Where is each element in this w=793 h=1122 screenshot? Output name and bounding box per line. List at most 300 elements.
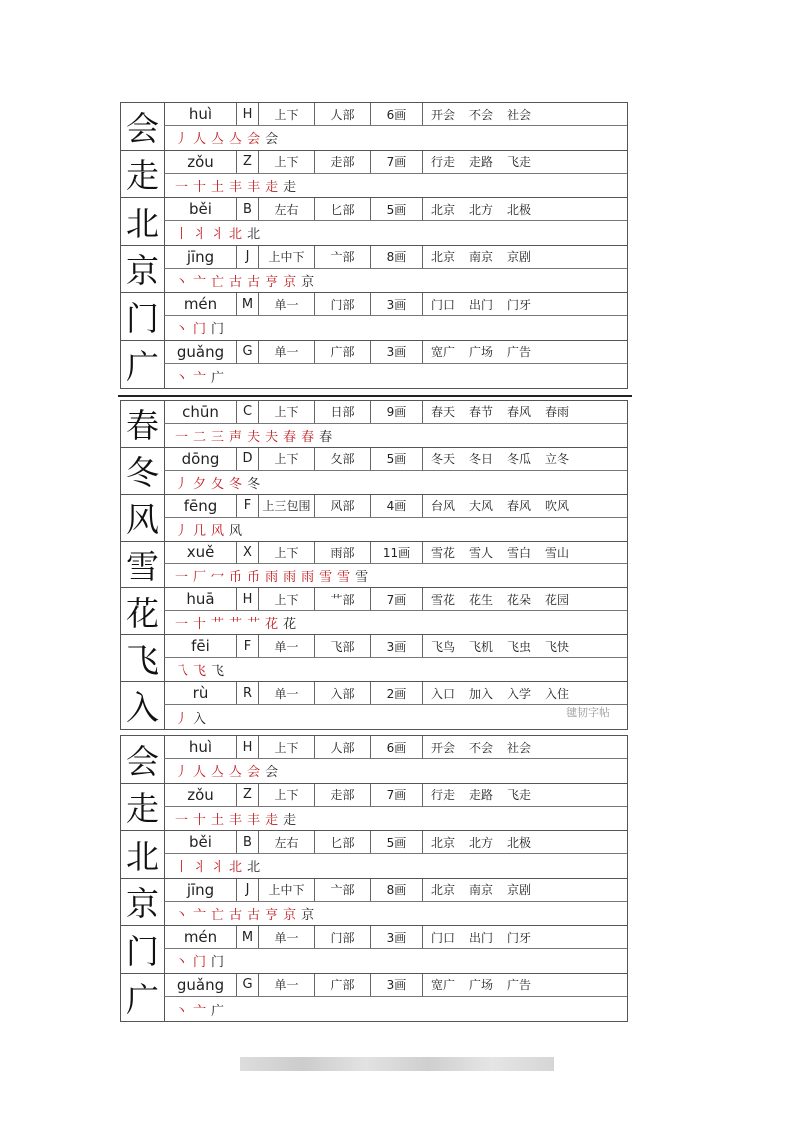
word-list — [423, 879, 627, 901]
structure: 上下 — [259, 588, 315, 610]
pinyin: huā — [165, 588, 237, 610]
character-info-row — [164, 879, 627, 902]
character-entry — [121, 682, 627, 729]
radical: 亠部 — [315, 246, 371, 268]
word: 出门 — [469, 930, 494, 945]
structure: 上下 — [259, 103, 315, 125]
stroke-step: 会 — [265, 132, 279, 148]
stroke-step: 北 — [247, 860, 261, 876]
word-list — [423, 448, 627, 470]
word: 飞机 — [469, 639, 494, 654]
stroke-step: 北 — [229, 227, 243, 243]
structure: 上下 — [259, 542, 315, 564]
pinyin: chūn — [165, 401, 237, 423]
stroke-order-row — [164, 759, 627, 782]
character-entry — [121, 974, 627, 1022]
word: 雪人 — [469, 545, 494, 560]
stroke-step: 乁 — [175, 664, 189, 680]
stroke-step: 丶 — [175, 907, 189, 923]
character-info-row — [164, 926, 627, 949]
word: 雪白 — [507, 545, 532, 560]
stroke-step: 飞 — [211, 664, 225, 680]
structure: 左右 — [259, 831, 315, 853]
stroke-step: 丶 — [175, 274, 189, 290]
pinyin: běi — [165, 198, 237, 220]
character-info-row — [164, 784, 627, 807]
stroke-step: 几 — [193, 523, 207, 539]
word: 飞快 — [545, 639, 570, 654]
word: 飞鸟 — [431, 639, 456, 654]
word-list — [423, 198, 627, 220]
character-info-row — [164, 588, 627, 611]
character-info-row — [164, 103, 627, 126]
large-character: 冬 — [126, 453, 159, 493]
large-character: 北 — [126, 203, 159, 243]
large-character: 风 — [126, 500, 159, 540]
word-list — [423, 682, 627, 704]
word: 行走 — [431, 155, 456, 170]
character-entry — [121, 831, 627, 879]
character-info-row — [164, 401, 627, 424]
radical: 门部 — [315, 926, 371, 948]
word: 不会 — [469, 740, 494, 755]
word: 花园 — [545, 592, 570, 607]
large-character: 京 — [126, 884, 159, 924]
radical: 人部 — [315, 103, 371, 125]
stroke-order-row — [164, 807, 627, 830]
initial-letter: D — [237, 448, 259, 470]
stroke-order-row — [164, 126, 627, 149]
stroke-order-row — [164, 221, 627, 244]
stroke-count: 7画 — [371, 784, 423, 806]
stroke-step: 丰 — [247, 812, 261, 828]
initial-letter: Z — [237, 151, 259, 173]
stroke-step: 丿 — [175, 523, 189, 539]
word: 门牙 — [507, 297, 532, 312]
stroke-step: 三 — [211, 429, 225, 445]
stroke-order-row — [164, 564, 627, 587]
large-character: 会 — [126, 108, 159, 148]
radical: 人部 — [315, 736, 371, 758]
character-entry — [121, 341, 627, 389]
word: 雪花 — [431, 592, 456, 607]
radical: 艹部 — [315, 588, 371, 610]
radical: 雨部 — [315, 542, 371, 564]
structure: 上中下 — [259, 246, 315, 268]
stroke-step: 亼 — [229, 765, 243, 781]
word: 走路 — [469, 788, 494, 803]
radical: 走部 — [315, 784, 371, 806]
initial-letter: B — [237, 198, 259, 220]
pinyin: guǎng — [165, 341, 237, 364]
stroke-order-row — [164, 949, 627, 972]
stroke-step: 丰 — [229, 179, 243, 195]
stroke-step: 丶 — [175, 370, 189, 386]
structure: 上下 — [259, 151, 315, 173]
stroke-step: 一 — [175, 570, 189, 586]
word: 南京 — [469, 883, 494, 898]
character-info-row — [164, 198, 627, 221]
large-character: 走 — [126, 789, 159, 829]
character-entry — [121, 926, 627, 974]
stroke-step: 亠 — [193, 370, 207, 386]
radical: 匕部 — [315, 831, 371, 853]
word-list — [423, 293, 627, 315]
word: 北极 — [507, 835, 532, 850]
watermark: 毽韧字帖 — [566, 706, 610, 719]
initial-letter: B — [237, 831, 259, 853]
stroke-count: 5画 — [371, 198, 423, 220]
word-list — [423, 151, 627, 173]
pinyin: rù — [165, 682, 237, 704]
stroke-step: 春 — [301, 429, 315, 445]
stroke-step: 春 — [319, 429, 333, 445]
initial-letter: J — [237, 879, 259, 901]
word-list — [423, 974, 627, 997]
word: 北方 — [469, 835, 494, 850]
stroke-step: 夕 — [193, 476, 207, 492]
stroke-step: 会 — [265, 765, 279, 781]
stroke-step: 丶 — [175, 322, 189, 338]
word-list — [423, 784, 627, 806]
structure: 单一 — [259, 635, 315, 657]
stroke-step: 雨 — [265, 570, 279, 586]
stroke-step: 夫 — [247, 429, 261, 445]
initial-letter: M — [237, 293, 259, 315]
word: 春风 — [507, 405, 532, 420]
word: 广告 — [507, 978, 532, 993]
stroke-step: 一 — [175, 617, 189, 633]
stroke-step: 人 — [193, 765, 207, 781]
stroke-step: 雪 — [337, 570, 351, 586]
stroke-step: 亠 — [193, 1003, 207, 1019]
radical: 广部 — [315, 341, 371, 364]
character-table-block-3 — [120, 735, 628, 1022]
structure: 上下 — [259, 448, 315, 470]
character-entry — [121, 879, 627, 927]
word: 北京 — [431, 202, 456, 217]
stroke-step: 丿 — [175, 765, 189, 781]
word: 入住 — [545, 686, 570, 701]
word-list — [423, 588, 627, 610]
stroke-step: 古 — [247, 274, 261, 290]
character-info-row — [164, 448, 627, 471]
structure: 上下 — [259, 401, 315, 423]
stroke-step: 丨 — [175, 227, 189, 243]
large-character: 门 — [126, 931, 159, 971]
large-character: 广 — [126, 979, 159, 1019]
stroke-order-row — [164, 424, 627, 447]
stroke-step: 丿 — [175, 711, 189, 727]
stroke-step: 冬 — [229, 476, 243, 492]
stroke-order-row — [164, 902, 627, 925]
word: 雪山 — [545, 545, 570, 560]
stroke-count: 8画 — [371, 246, 423, 268]
stroke-step: 一 — [175, 429, 189, 445]
stroke-count: 3画 — [371, 293, 423, 315]
pinyin: jīng — [165, 879, 237, 901]
stroke-step: 丿 — [175, 476, 189, 492]
character-info-row — [164, 341, 627, 365]
word: 春风 — [507, 499, 532, 514]
stroke-step: 土 — [211, 812, 225, 828]
stroke-order-row — [164, 611, 627, 634]
structure: 单一 — [259, 682, 315, 704]
pinyin: fēng — [165, 495, 237, 517]
stroke-step: 厂 — [193, 570, 207, 586]
character-entry — [121, 246, 627, 294]
stroke-step: 北 — [247, 227, 261, 243]
stroke-step: 花 — [283, 617, 297, 633]
stroke-step: 风 — [211, 523, 225, 539]
character-entry — [121, 293, 627, 341]
word: 社会 — [507, 107, 532, 122]
character-table-block-2 — [120, 400, 628, 730]
word: 飞虫 — [507, 639, 532, 654]
structure: 上下 — [259, 784, 315, 806]
stroke-step: 丰 — [229, 812, 243, 828]
word: 开会 — [431, 107, 456, 122]
pinyin: běi — [165, 831, 237, 853]
stroke-step: 门 — [193, 955, 207, 971]
stroke-order-row — [164, 997, 627, 1021]
word: 花朵 — [507, 592, 532, 607]
initial-letter: C — [237, 401, 259, 423]
word: 飞走 — [507, 155, 532, 170]
character-info-row — [164, 682, 627, 705]
structure: 单一 — [259, 341, 315, 364]
initial-letter: X — [237, 542, 259, 564]
stroke-count: 11画 — [371, 542, 423, 564]
character-entry — [121, 198, 627, 246]
stroke-step: 亼 — [211, 765, 225, 781]
word: 北方 — [469, 202, 494, 217]
word: 冬日 — [469, 452, 494, 467]
radical: 入部 — [315, 682, 371, 704]
radical: 亠部 — [315, 879, 371, 901]
stroke-step: 雪 — [319, 570, 333, 586]
word: 北京 — [431, 250, 456, 265]
pinyin: mén — [165, 926, 237, 948]
stroke-count: 5画 — [371, 831, 423, 853]
stroke-step: 一 — [175, 179, 189, 195]
stroke-step: 走 — [283, 812, 297, 828]
stroke-step: 雪 — [355, 570, 369, 586]
word: 出门 — [469, 297, 494, 312]
stroke-order-row — [164, 316, 627, 339]
stroke-step: 走 — [283, 179, 297, 195]
stroke-step: 声 — [229, 429, 243, 445]
stroke-count: 3画 — [371, 926, 423, 948]
initial-letter: G — [237, 974, 259, 997]
word: 京剧 — [507, 250, 532, 265]
stroke-step: 冬 — [247, 476, 261, 492]
large-character: 春 — [126, 406, 159, 446]
word: 飞走 — [507, 788, 532, 803]
stroke-step: 丬 — [211, 860, 225, 876]
stroke-step: 亼 — [229, 132, 243, 148]
structure: 上下 — [259, 736, 315, 758]
character-entry — [121, 103, 627, 151]
stroke-order-row — [164, 658, 627, 681]
stroke-step: 春 — [283, 429, 297, 445]
stroke-step: 古 — [247, 907, 261, 923]
stroke-step: 北 — [229, 860, 243, 876]
pinyin: guǎng — [165, 974, 237, 997]
word: 社会 — [507, 740, 532, 755]
character-entry — [121, 635, 627, 682]
character-entry — [121, 784, 627, 832]
initial-letter: H — [237, 736, 259, 758]
character-entry — [121, 401, 627, 448]
stroke-count: 3画 — [371, 635, 423, 657]
stroke-count: 6画 — [371, 736, 423, 758]
radical: 日部 — [315, 401, 371, 423]
stroke-step: 夂 — [211, 476, 225, 492]
stroke-step: 京 — [283, 274, 297, 290]
word: 入学 — [507, 686, 532, 701]
stroke-order-row — [164, 518, 627, 541]
word: 冬天 — [431, 452, 456, 467]
character-entry — [121, 736, 627, 784]
word-list — [423, 926, 627, 948]
stroke-count: 9画 — [371, 401, 423, 423]
stroke-step: 会 — [247, 132, 261, 148]
radical: 夂部 — [315, 448, 371, 470]
word: 宽广 — [431, 978, 456, 993]
character-entry — [121, 151, 627, 199]
word-list — [423, 103, 627, 125]
stroke-count: 7画 — [371, 588, 423, 610]
stroke-step: 雨 — [301, 570, 315, 586]
word: 春雨 — [545, 405, 570, 420]
word: 北极 — [507, 202, 532, 217]
pinyin: zǒu — [165, 151, 237, 173]
character-entry — [121, 448, 627, 495]
character-entry — [121, 495, 627, 542]
stroke-step: 十 — [193, 617, 207, 633]
initial-letter: R — [237, 682, 259, 704]
word: 门口 — [431, 297, 456, 312]
stroke-count: 6画 — [371, 103, 423, 125]
stroke-step: 冖 — [211, 570, 225, 586]
radical: 门部 — [315, 293, 371, 315]
word: 大风 — [469, 499, 494, 514]
stroke-step: 入 — [193, 711, 207, 727]
large-character: 雪 — [126, 546, 159, 586]
word: 入口 — [431, 686, 456, 701]
stroke-step: 古 — [229, 274, 243, 290]
pinyin: jīng — [165, 246, 237, 268]
stroke-step: 亨 — [265, 274, 279, 290]
stroke-step: 币 — [247, 570, 261, 586]
stroke-step: 京 — [301, 274, 315, 290]
stroke-step: 艹 — [229, 617, 243, 633]
stroke-count: 3画 — [371, 341, 423, 364]
radical: 广部 — [315, 974, 371, 997]
radical: 匕部 — [315, 198, 371, 220]
radical: 走部 — [315, 151, 371, 173]
pinyin: fēi — [165, 635, 237, 657]
stroke-step: 会 — [247, 765, 261, 781]
stroke-step: 走 — [265, 179, 279, 195]
structure: 上中下 — [259, 879, 315, 901]
stroke-count: 8画 — [371, 879, 423, 901]
blurred-footer — [240, 1057, 554, 1071]
structure: 单一 — [259, 293, 315, 315]
word: 门牙 — [507, 930, 532, 945]
word: 加入 — [469, 686, 494, 701]
structure: 上三包围 — [259, 495, 315, 517]
stroke-step: 一 — [175, 812, 189, 828]
large-character: 飞 — [126, 640, 159, 680]
stroke-step: 亠 — [193, 907, 207, 923]
word: 冬瓜 — [507, 452, 532, 467]
large-character: 北 — [126, 836, 159, 876]
pinyin: huì — [165, 736, 237, 758]
large-character: 入 — [126, 687, 159, 727]
word: 开会 — [431, 740, 456, 755]
stroke-order-row — [164, 364, 627, 388]
stroke-count: 5画 — [371, 448, 423, 470]
character-entry — [121, 588, 627, 635]
stroke-count: 3画 — [371, 974, 423, 997]
stroke-step: 丿 — [175, 132, 189, 148]
character-entry — [121, 542, 627, 589]
word-list — [423, 542, 627, 564]
initial-letter: F — [237, 635, 259, 657]
stroke-order-row — [164, 705, 627, 728]
stroke-step: 二 — [193, 429, 207, 445]
stroke-step: 丶 — [175, 1003, 189, 1019]
stroke-step: 广 — [211, 1003, 225, 1019]
stroke-step: 门 — [211, 322, 225, 338]
stroke-step: 花 — [265, 617, 279, 633]
word: 台风 — [431, 499, 456, 514]
word: 门口 — [431, 930, 456, 945]
word: 广场 — [469, 978, 494, 993]
stroke-step: 门 — [193, 322, 207, 338]
pinyin: zǒu — [165, 784, 237, 806]
word: 吹风 — [545, 499, 570, 514]
character-info-row — [164, 542, 627, 565]
word-list — [423, 401, 627, 423]
structure: 单一 — [259, 926, 315, 948]
character-info-row — [164, 831, 627, 854]
stroke-step: 京 — [301, 907, 315, 923]
word: 行走 — [431, 788, 456, 803]
stroke-step: 丰 — [247, 179, 261, 195]
pinyin: huì — [165, 103, 237, 125]
word-list — [423, 736, 627, 758]
character-info-row — [164, 635, 627, 658]
large-character: 广 — [126, 346, 159, 386]
stroke-step: 飞 — [193, 664, 207, 680]
word: 广告 — [507, 345, 532, 360]
word: 立冬 — [545, 452, 570, 467]
stroke-order-row — [164, 269, 627, 292]
stroke-step: 土 — [211, 179, 225, 195]
stroke-step: 风 — [229, 523, 243, 539]
stroke-step: 丶 — [175, 955, 189, 971]
word: 不会 — [469, 107, 494, 122]
stroke-step: 艹 — [247, 617, 261, 633]
character-table-block-1 — [120, 102, 628, 389]
initial-letter: H — [237, 103, 259, 125]
word: 京剧 — [507, 883, 532, 898]
large-character: 京 — [126, 251, 159, 291]
character-info-row — [164, 495, 627, 518]
